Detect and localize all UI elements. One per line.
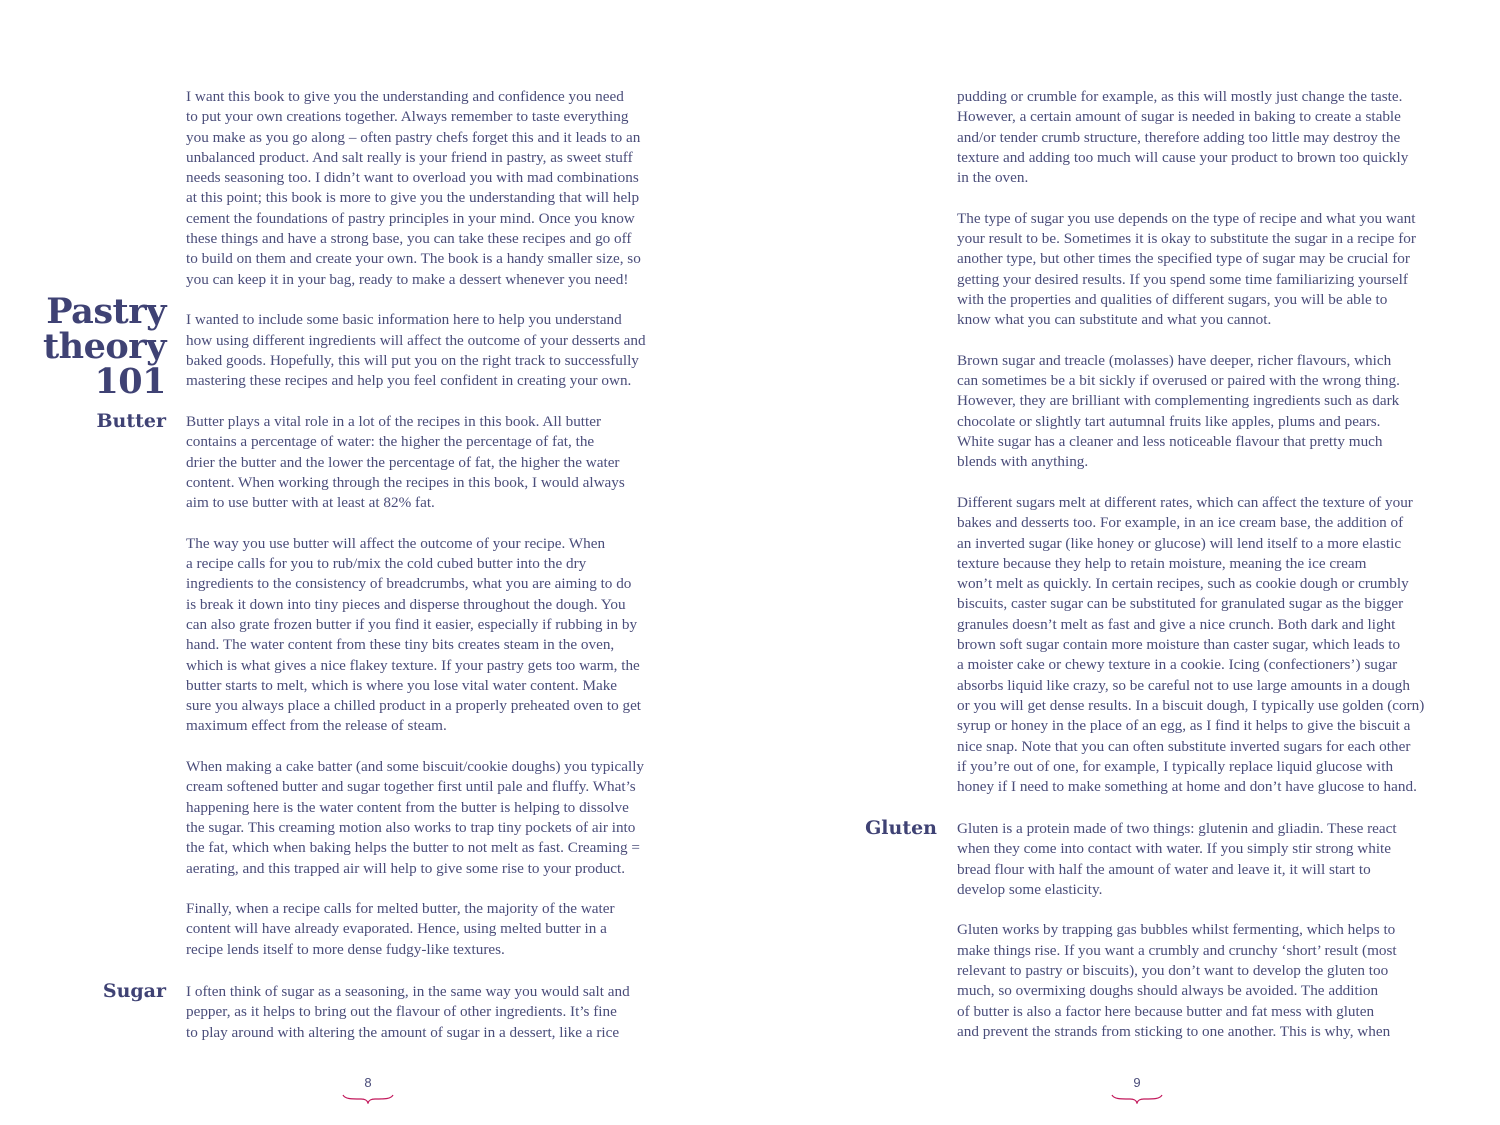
text-line: pepper, as it helps to bring out the flavour of other ingredients. It’s fine xyxy=(186,1003,617,1021)
paragraph-gap xyxy=(957,473,1424,493)
text-line: ingredients to the consistency of breadcrumbs, what you are aiming to do xyxy=(186,575,632,593)
text-line: how using different ingredients will affect the outcome of your desserts and xyxy=(186,331,646,349)
text-line: I often think of sugar as a seasoning, in the same way you would salt and xyxy=(186,983,630,1000)
text-line: I wanted to include some basic information here to help you understand xyxy=(186,311,622,329)
intro-text xyxy=(186,87,646,391)
text-line: much, so overmixing doughs should always be avoided. The addition xyxy=(957,982,1379,1000)
text-line: another type, but other times the specified type of sugar may be crucial for xyxy=(957,250,1410,268)
text-line: aerating, and this trapped air will help to give some rise to your product. xyxy=(186,859,626,877)
text-line: pudding or crumble for example, as this will mostly just change the taste. xyxy=(957,88,1403,105)
text-line: biscuits, caster sugar can be substituted for granulated sugar as the bigger xyxy=(957,595,1404,613)
paragraph-gap xyxy=(957,331,1424,351)
text-line: texture and adding too much will cause your product to brown too quickly xyxy=(957,148,1409,166)
paragraph-gap xyxy=(186,879,644,899)
text-line: aim to use butter with at least at 82% fat. xyxy=(186,494,435,512)
text-line: nice snap. Note that you can often substitute inverted sugars for each other xyxy=(957,737,1411,755)
text-line: bread flour with half the amount of water and leave it, it will start to xyxy=(957,860,1371,878)
text-line: know what you can substitute and what you cannot. xyxy=(957,311,1272,329)
text-line: Brown sugar and treacle (molasses) have deeper, richer flavours, which xyxy=(957,351,1392,369)
text-line: cream softened butter and sugar together first until pale and fluffy. What’s xyxy=(186,778,636,796)
text-line: blends with anything. xyxy=(957,453,1089,471)
text-line: absorbs liquid like crazy, so be careful not to use large amounts in a dough xyxy=(957,676,1410,694)
brace-ornament-icon xyxy=(1110,1092,1164,1104)
section-title xyxy=(42,291,166,402)
text-line: if you’re out of one, for example, I typically replace liquid glucose with xyxy=(957,757,1394,775)
text-line: needs seasoning too. I didn’t want to overload you with mad combinations xyxy=(186,169,639,187)
heading-butter: Butter xyxy=(96,410,166,432)
text-line: Gluten works by trapping gas bubbles whilst fermenting, which helps to xyxy=(957,921,1396,939)
text-line: baked goods. Hopefully, this will put you on the right track to successfully xyxy=(186,351,639,369)
text-line: However, a certain amount of sugar is needed in baking to create a stable xyxy=(957,108,1401,126)
text-line: at this point; this book is more to give you the understanding that will help xyxy=(186,189,640,207)
text-line: cement the foundations of pastry principles in your mind. Once you know xyxy=(186,209,635,227)
text-line: these things and have a strong base, you can take these recipes and go off xyxy=(186,230,632,248)
gluten-text xyxy=(957,819,1397,1042)
text-line: the fat, which when baking helps the butter to not melt as fast. Creaming = xyxy=(186,839,640,857)
text-line: unbalanced product. And salt really is your friend in pastry, as sweet stuff xyxy=(186,148,633,166)
title-line: Pastry xyxy=(46,291,166,332)
text-line: chocolate or slightly tart autumnal fruits like apples, plums and pears. xyxy=(957,412,1381,430)
text-line: recipe lends itself to more dense fudgy-like textures. xyxy=(186,940,505,958)
text-line: Finally, when a recipe calls for melted butter, the majority of the water xyxy=(186,900,615,918)
paragraph-gap xyxy=(186,513,644,533)
text-line: Gluten is a protein made of two things: glutenin and gliadin. These react xyxy=(957,820,1397,837)
text-line: maximum effect from the release of steam. xyxy=(186,717,447,735)
page-number-left: 8 xyxy=(364,1075,372,1090)
text-line: can sometimes be a bit sickly if overused or paired with the wrong thing. xyxy=(957,372,1400,390)
text-line: sure you always place a chilled product in a properly preheated oven to get xyxy=(186,697,642,715)
title-line: 101 xyxy=(94,361,166,402)
text-line: and prevent the strands from sticking to one another. This is why, when xyxy=(957,1022,1391,1040)
text-line: develop some elasticity. xyxy=(957,880,1103,898)
butter-text xyxy=(186,412,644,960)
paragraph-gap xyxy=(186,737,644,757)
page-number-right: 9 xyxy=(1133,1075,1141,1090)
text-line: honey if I need to make something at home and don’t have glucose to hand. xyxy=(957,778,1417,796)
text-line: in the oven. xyxy=(957,169,1029,187)
text-line: can also grate frozen butter if you find it easier, especially if rubbing in by xyxy=(186,615,638,633)
text-line: won’t melt as quickly. In certain recipes, such as cookie dough or crumbly xyxy=(957,575,1409,593)
text-line: to play around with altering the amount of sugar in a dessert, like a rice xyxy=(186,1023,620,1041)
text-line: is break it down into tiny pieces and disperse throughout the dough. You xyxy=(186,595,626,613)
text-line: make things rise. If you want a crumbly and crunchy ‘short’ result (most xyxy=(957,941,1397,959)
text-line: granules doesn’t melt as fast and give a nice crunch. Both dark and light xyxy=(957,615,1396,633)
text-line: The way you use butter will affect the outcome of your recipe. When xyxy=(186,534,606,552)
text-line: brown soft sugar contain more moisture than caster sugar, which leads to xyxy=(957,636,1401,654)
text-line: bakes and desserts too. For example, in an ice cream base, the addition of xyxy=(957,514,1404,532)
text-line: texture because they help to retain moisture, meaning the ice cream xyxy=(957,554,1367,572)
text-line: and/or tender crumb structure, therefore adding too little may destroy the xyxy=(957,128,1401,146)
text-line: When making a cake batter (and some biscuit/cookie doughs) you typically xyxy=(186,758,645,776)
text-line: content. When working through the recipes in this book, I would always xyxy=(186,473,625,491)
text-line: happening here is the water content from the butter is helping to dissolve xyxy=(186,798,629,816)
text-line: a moister cake or chewy texture in a cookie. Icing (confectioners’) sugar xyxy=(957,656,1398,674)
text-line: when they come into contact with water. If you simply stir strong white xyxy=(957,840,1392,858)
paragraph-gap xyxy=(957,900,1397,920)
text-line: an inverted sugar (like honey or glucose) will lend itself to a more elastic xyxy=(957,534,1402,552)
text-line: your result to be. Sometimes it is okay to substitute the sugar in a recipe for xyxy=(957,230,1416,248)
text-line: the sugar. This creaming motion also works to trap tiny pockets of air into xyxy=(186,818,636,836)
heading-gluten: Gluten xyxy=(865,817,937,839)
text-line: hand. The water content from these tiny bits creates steam in the oven, xyxy=(186,636,615,654)
text-line: I want this book to give you the understanding and confidence you need xyxy=(186,88,624,105)
text-line: of butter is also a factor here because butter and fat mess with gluten xyxy=(957,1002,1375,1020)
text-line: with the properties and qualities of different sugars, you will be able to xyxy=(957,290,1388,308)
text-line: However, they are brilliant with complementing ingredients such as dark xyxy=(957,392,1400,410)
text-line: mastering these recipes and help you feel confident in creating your own. xyxy=(186,372,632,390)
text-line: relevant to pastry or biscuits), you don’t want to develop the gluten too xyxy=(957,962,1389,980)
text-line: syrup or honey in the place of an egg, as I find it helps to give the biscuit a xyxy=(957,717,1411,735)
text-line: or you will get dense results. In a biscuit dough, I typically use golden (corn) xyxy=(957,696,1425,714)
text-line: a recipe calls for you to rub/mix the cold cubed butter into the dry xyxy=(186,555,587,573)
sugar-text xyxy=(186,982,630,1043)
brace-ornament-icon xyxy=(341,1092,395,1104)
text-line: to build on them and create your own. The book is a handy smaller size, so xyxy=(186,250,641,268)
text-line: getting your desired results. If you spend some time familiarizing yourself xyxy=(957,270,1408,288)
text-line: you can keep it in your bag, ready to make a dessert whenever you need! xyxy=(186,270,629,288)
sugar-continued-text xyxy=(957,87,1424,797)
text-line: content will have already evaporated. Hence, using melted butter in a xyxy=(186,920,607,938)
text-line: contains a percentage of water: the higher the percentage of fat, the xyxy=(186,433,595,451)
text-line: The type of sugar you use depends on the type of recipe and what you want xyxy=(957,209,1416,227)
paragraph-gap xyxy=(186,290,646,310)
text-line: drier the butter and the lower the percentage of fat, the higher the water xyxy=(186,453,620,471)
text-line: butter starts to melt, which is where you lose vital water content. Make xyxy=(186,676,618,694)
text-line: to put your own creations together. Always remember to taste everything xyxy=(186,108,629,126)
text-line: you make as you go along – often pastry chefs forget this and it leads to an xyxy=(186,128,641,146)
text-line: White sugar has a cleaner and less noticeable flavour that pretty much xyxy=(957,433,1383,451)
heading-sugar: Sugar xyxy=(102,980,166,1002)
text-line: Different sugars melt at different rates, which can affect the texture of your xyxy=(957,493,1413,511)
paragraph-gap xyxy=(957,188,1424,208)
text-line: which is what gives a nice flakey texture. If your pastry gets too warm, the xyxy=(186,656,640,674)
title-line: theory xyxy=(42,326,166,367)
text-line: Butter plays a vital role in a lot of the recipes in this book. All butter xyxy=(186,413,602,430)
